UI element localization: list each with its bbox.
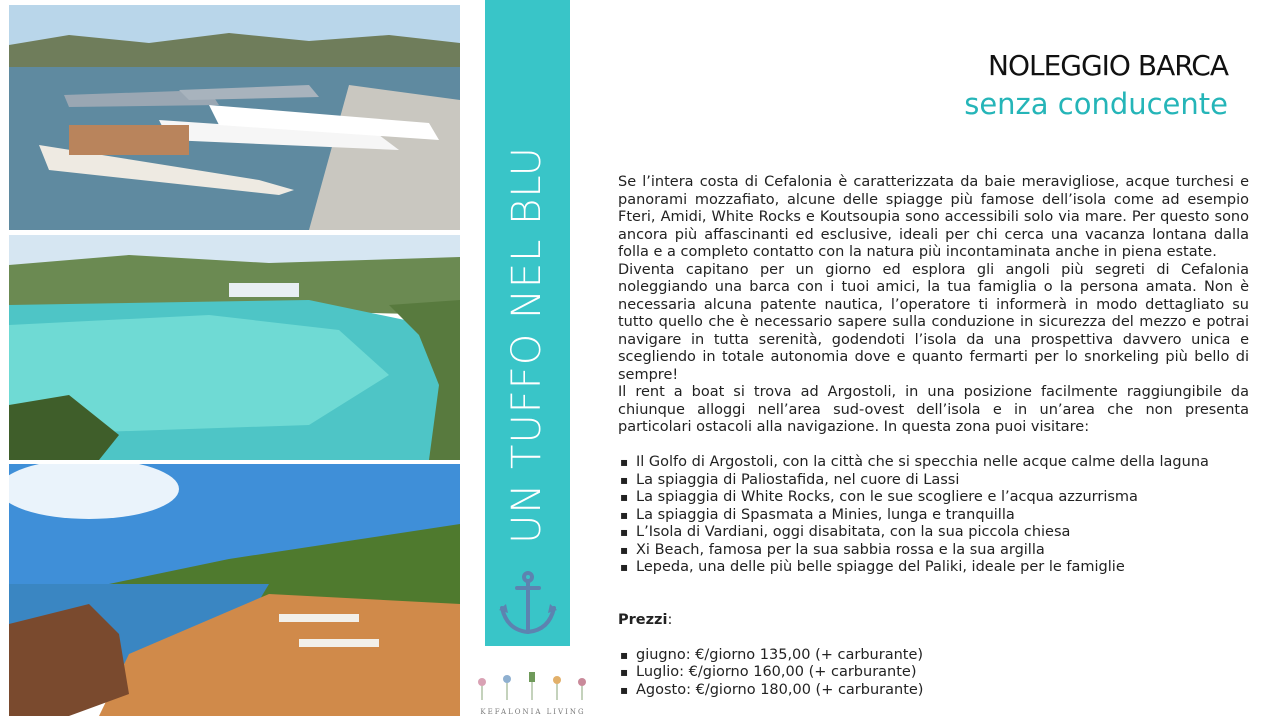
- anchor-icon: [499, 570, 557, 636]
- prices-list: [618, 647, 1249, 700]
- list-item: ▪ Lepeda, una delle più belle spiagge del Paliki, ideale per le famiglie: [636, 559, 1249, 577]
- photo-red-beach: [9, 464, 460, 716]
- list-item: ▪ L’Isola di Vardiani, oggi disabitata, con la sua piccola chiesa: [636, 524, 1249, 542]
- prices-heading: [618, 612, 1249, 630]
- banner-text: UN TUFFO NEL BLU: [504, 146, 550, 544]
- price-item: ▪ giugno: €/giorno 135,00 (+ carburante): [636, 647, 1249, 665]
- list-item: ▪ La spiaggia di Paliostafida, nel cuore di Lassi: [636, 472, 1249, 490]
- prices-colon: :: [667, 611, 673, 628]
- logo-text: KEFALONIA LIVING: [480, 708, 586, 716]
- title-subtitle: senza conducente: [964, 87, 1228, 121]
- title-main: NOLEGGIO BARCA: [988, 49, 1228, 82]
- side-banner: [485, 0, 570, 646]
- photo-bay: [9, 235, 460, 460]
- intro-paragraph: Se l’intera costa di Cefalonia è caratterizzata da baie meravigliose, acque turchesi e panorami mozzafiato, alcune delle spiagge più famose dell’isola come ad esempio Fteri, Amidi, White Rocks e Koutsoupia sono accessibili solo via mare. Per questo sono ancora più affascinanti ed esclusive, ideali per chi cerca una vacanza lontana dalla folla e a completo contatto con la natura più incontaminata anche in piena estate.: [618, 174, 1249, 260]
- price-item: ▪ Luglio: €/giorno 160,00 (+ carburante): [636, 664, 1249, 682]
- price-item: ▪ Agosto: €/giorno 180,00 (+ carburante): [636, 682, 1249, 700]
- photo-boats: [9, 5, 460, 230]
- captain-paragraph: Diventa capitano per un giorno ed esplora gli angoli più segreti di Cefalonia noleggiando una barca con i tuoi amici, la tua famiglia o la persona amata. Non è necessaria alcuna patente nautica, l’operatore ti informerà in modo dettagliato su tutto quello che è necessario sapere sulla conduzione in sicurezza del mezzo e potrai navigare in tutta serenità, godendoti l’isola da una prospettiva davvero unica e scegliendo in totale autonomia dove e quanto fermarti per lo snorkeling più bello di sempre!: [618, 261, 1249, 383]
- description: [618, 174, 1249, 699]
- prices-label: Prezzi: [618, 611, 668, 628]
- page-title: [964, 48, 1228, 124]
- list-item: ▪ Xi Beach, famosa per la sua sabbia rossa e la sua argilla: [636, 542, 1249, 560]
- location-paragraph: Il rent a boat si trova ad Argostoli, in una posizione facilmente raggiungibile da chiunque alloggi nell’area sud-ovest dell’isola e in un’area che non presenta particolari ostacoli alla navigazione. In questa zona puoi visitare:: [618, 384, 1249, 435]
- kefalonia-living-logo: [462, 670, 604, 716]
- list-item: ▪ La spiaggia di Spasmata a Minies, lunga e tranquilla: [636, 507, 1249, 525]
- list-item: ▪ La spiaggia di White Rocks, con le sue scogliere e l’acqua azzurrisma: [636, 489, 1249, 507]
- places-list: [618, 454, 1249, 577]
- list-item: ▪ Il Golfo di Argostoli, con la città che si specchia nelle acque calme della laguna: [636, 454, 1249, 472]
